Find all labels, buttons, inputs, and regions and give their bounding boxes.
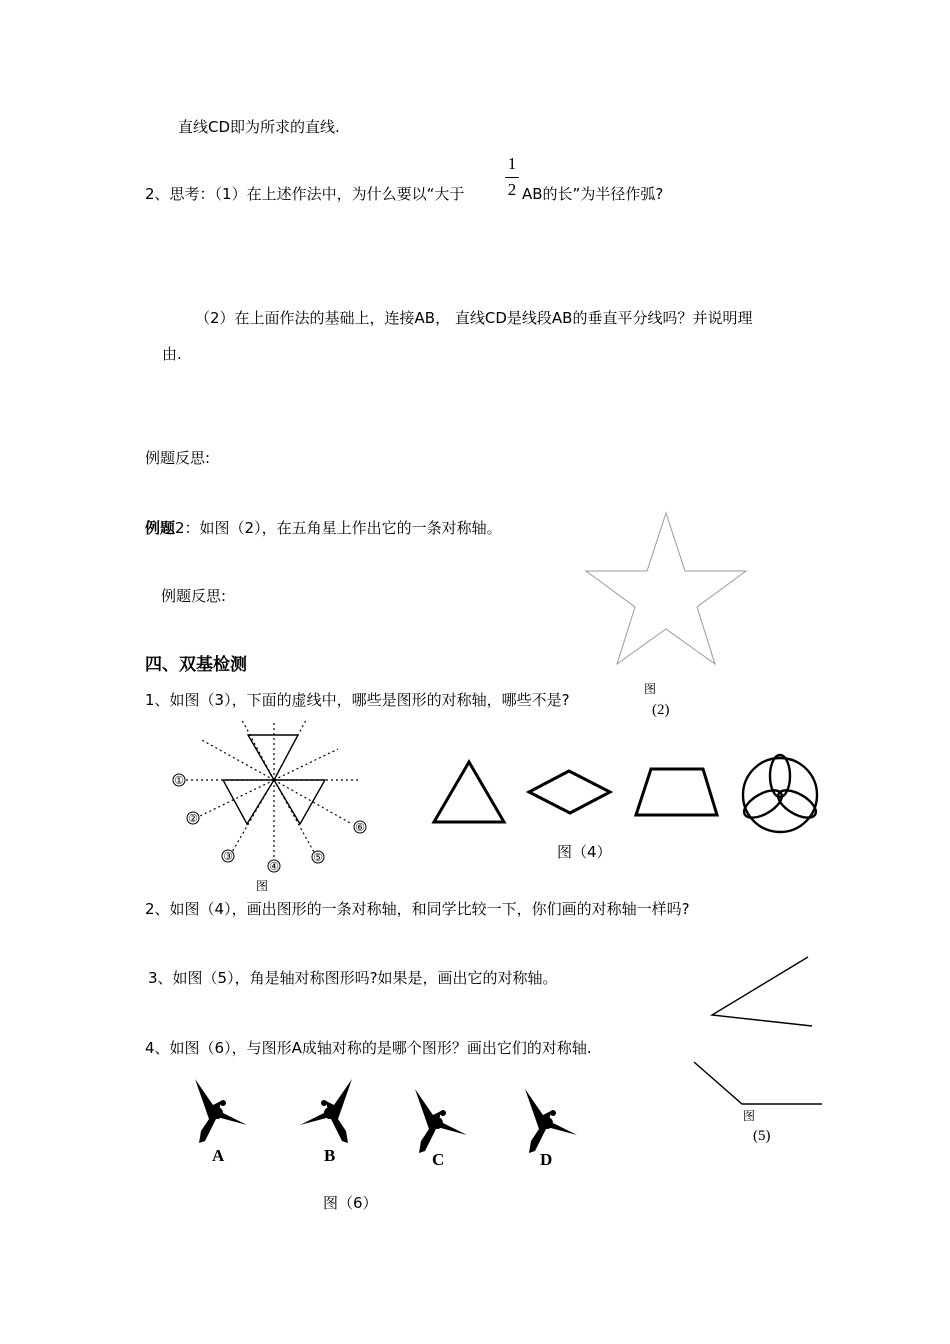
example-2 bbox=[145, 521, 502, 536]
question-3: 3、如图（5），角是轴对称图形吗?如果是，画出它的对称轴。 bbox=[148, 969, 558, 987]
question-4: 4、如图（6），与图形A成轴对称的是哪个图形？画出它们的对称轴. bbox=[145, 1039, 592, 1057]
think-question-1 bbox=[145, 187, 464, 202]
figure-label-d: D bbox=[540, 1150, 553, 1169]
section-title: 四、双基检测 bbox=[145, 655, 247, 675]
figure-d-icon bbox=[525, 1089, 577, 1153]
fraction-one-half bbox=[505, 154, 519, 200]
circle-with-arcs-shape bbox=[740, 755, 820, 832]
star-figure bbox=[588, 513, 748, 668]
fig2-caption-bottom: (2) bbox=[652, 702, 670, 718]
figure-b-icon bbox=[300, 1079, 352, 1143]
rhombus-shape bbox=[529, 771, 610, 813]
figure-label-c: C bbox=[432, 1150, 445, 1169]
example-2-text: 2：如图（2），在五角星上作出它的一条对称轴。 bbox=[175, 519, 502, 537]
figure-a-icon bbox=[195, 1079, 247, 1143]
fig6-figures bbox=[175, 1075, 595, 1175]
trapezoid-shape bbox=[636, 769, 717, 815]
fraction-numerator: 1 bbox=[507, 154, 517, 173]
fig5-caption-bottom: (5) bbox=[753, 1128, 771, 1144]
fig6-caption: 图（6） bbox=[323, 1194, 378, 1212]
line-cd-text: 直线CD即为所求的直线. bbox=[178, 118, 340, 136]
axis-label-1: ① bbox=[174, 775, 184, 787]
angle-1 bbox=[712, 957, 812, 1026]
figure-label-b: B bbox=[324, 1146, 336, 1165]
fig2-caption-top: 图 bbox=[644, 682, 657, 696]
figure-label-a: A bbox=[212, 1146, 225, 1165]
fig5-angles bbox=[690, 950, 830, 1110]
fig4-shapes bbox=[420, 740, 840, 840]
question-1: 1、如图（3），下面的虚线中，哪些是图形的对称轴，哪些不是? bbox=[145, 691, 570, 709]
triangle-shape bbox=[434, 762, 504, 822]
angle-2 bbox=[694, 1062, 822, 1104]
axis-label-5: ⑤ bbox=[313, 852, 323, 864]
think-question-2-line2: 由. bbox=[162, 345, 182, 363]
fraction-denominator: 2 bbox=[507, 180, 517, 199]
think-prefix: 2、思考：（1）在上述作法中，为什么要以“大于 bbox=[145, 185, 465, 203]
fig5-caption-top: 图 bbox=[743, 1109, 756, 1123]
axis-label-2: ② bbox=[188, 813, 198, 825]
fig3-caption: 图 bbox=[256, 879, 269, 893]
figure-c-icon bbox=[415, 1089, 467, 1153]
reflection-label-1: 例题反思: bbox=[145, 449, 211, 467]
question-2: 2、如图（4），画出图形的一条对称轴，和同学比较一下，你们画的对称轴一样吗? bbox=[145, 900, 690, 918]
axis-label-3: ③ bbox=[223, 851, 233, 863]
axis-label-4: ④ bbox=[269, 861, 279, 873]
fig4-caption: 图（4） bbox=[557, 843, 612, 861]
reflection-label-2: 例题反思: bbox=[161, 587, 227, 605]
think-question-2-line1: （2）在上面作法的基础上，连接AB， 直线CD是线段AB的垂直平分线吗？并说明理 bbox=[195, 309, 753, 327]
axis-label-6: ⑥ bbox=[355, 822, 365, 834]
think-suffix: AB的长”为半径作弧? bbox=[522, 185, 664, 203]
example-2-label: 例题 bbox=[145, 519, 176, 537]
fig3-symmetry-diagram bbox=[160, 720, 400, 880]
